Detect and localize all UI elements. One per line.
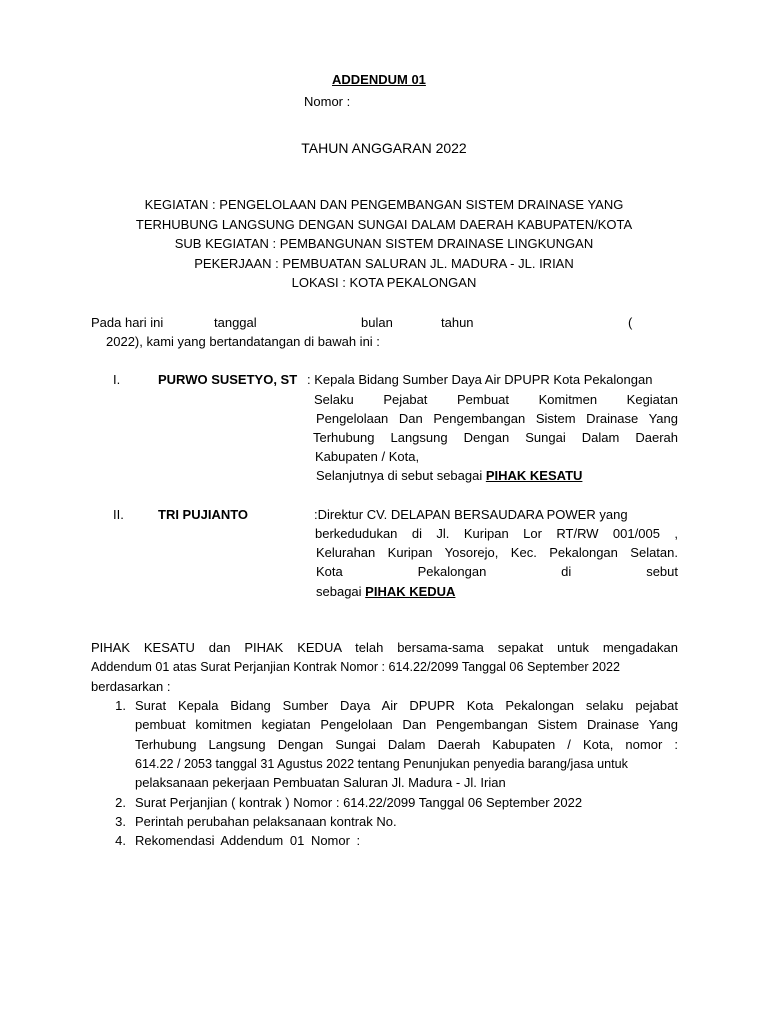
party-one-line: Terhubung Langsung Dengan Sungai Dalam Daerah bbox=[313, 430, 678, 445]
agreement-line: Addendum 01 atas Surat Perjanjian Kontrak Nomor : 614.22/2099 Tanggal 06 September 2022 bbox=[91, 660, 621, 674]
agreement-line: PIHAK KESATU dan PIHAK KEDUA telah bersama-sama sepakat untuk mengadakan bbox=[91, 640, 678, 655]
opening-word: Pada hari ini bbox=[91, 315, 164, 330]
activity-line-1: KEGIATAN : PENGELOLAAN DAN PENGEMBANGAN SISTEM DRAINASE YANG bbox=[144, 197, 624, 212]
list-item: pelaksanaan pekerjaan Pembuatan Saluran Jl. Madura - Jl. Irian bbox=[135, 775, 506, 790]
pihak-kesatu-label: PIHAK KESATU bbox=[485, 468, 583, 483]
list-item: pembuat komitmen kegiatan Pengelolaan Dan Pengembangan Sistem Drainase Yang bbox=[135, 717, 678, 732]
party-two-number: II. bbox=[113, 507, 124, 522]
location-line: LOKASI : KOTA PEKALONGAN bbox=[291, 275, 477, 290]
opening-word: tahun bbox=[441, 315, 474, 330]
list-number: 3. bbox=[115, 814, 126, 829]
document-title: ADDENDUM 01 bbox=[332, 72, 426, 87]
list-item: Surat Kepala Bidang Sumber Daya Air DPUPR Kota Pekalongan selaku pejabat bbox=[135, 698, 678, 713]
sub-activity-line: SUB KEGIATAN : PEMBANGUNAN SISTEM DRAINASE LINGKUNGAN bbox=[174, 236, 594, 251]
opening-word: ( bbox=[628, 315, 633, 330]
list-item: Perintah perubahan pelaksanaan kontrak No. bbox=[135, 814, 397, 829]
nomor-label: Nomor : bbox=[304, 94, 351, 109]
activity-line-2: TERHUBUNG LANGSUNG DENGAN SUNGAI DALAM DAERAH KABUPATEN/KOTA bbox=[135, 217, 633, 232]
party-one-line: Kabupaten / Kota, bbox=[315, 449, 420, 464]
party-one-number: I. bbox=[113, 372, 121, 387]
opening-word: bulan bbox=[361, 315, 393, 330]
party-two-designation: sebagai PIHAK KEDUA bbox=[316, 584, 456, 599]
party-two-name: TRI PUJIANTO bbox=[158, 507, 249, 522]
party-one-line: Selaku Pejabat Pembuat Komitmen Kegiatan bbox=[314, 392, 678, 407]
party-one-name: PURWO SUSETYO, ST bbox=[158, 372, 298, 387]
party-one-line: Pengelolaan Dan Pengembangan Sistem Drainase Yang bbox=[316, 411, 678, 426]
opening-line-2: 2022), kami yang bertandatangan di bawah ini : bbox=[106, 334, 380, 349]
work-line: PEKERJAAN : PEMBUATAN SALURAN JL. MADURA - JL. IRIAN bbox=[194, 256, 574, 271]
list-number: 4. bbox=[115, 833, 126, 848]
party-one-designation: Selanjutnya di sebut sebagai PIHAK KESATU bbox=[316, 468, 583, 483]
party-two-line: Kota Pekalongan di sebut bbox=[316, 564, 678, 579]
list-item: 614.22 / 2053 tanggal 31 Agustus 2022 tentang Penunjukan penyedia barang/jasa untuk bbox=[135, 757, 628, 771]
party-two-line: :Direktur CV. DELAPAN BERSAUDARA POWER yang bbox=[314, 507, 628, 522]
list-item: Rekomendasi Addendum 01 Nomor : bbox=[135, 833, 361, 848]
list-number: 1. bbox=[115, 698, 126, 713]
list-item: Terhubung Langsung Dengan Sungai Dalam Daerah Kabupaten / Kota, nomor : bbox=[135, 737, 678, 752]
opening-word: tanggal bbox=[214, 315, 257, 330]
party-one-line: : Kepala Bidang Sumber Daya Air DPUPR Kota Pekalongan bbox=[307, 372, 653, 387]
agreement-line: berdasarkan : bbox=[91, 679, 171, 694]
list-number: 2. bbox=[115, 795, 126, 810]
list-item: Surat Perjanjian ( kontrak ) Nomor : 614.22/2099 Tanggal 06 September 2022 bbox=[135, 795, 583, 810]
pihak-kedua-label: PIHAK KEDUA bbox=[365, 584, 456, 599]
party-two-line: Kelurahan Kuripan Yosorejo, Kec. Pekalongan Selatan. bbox=[316, 545, 678, 560]
budget-year: TAHUN ANGGARAN 2022 bbox=[301, 140, 467, 156]
party-two-line: berkedudukan di Jl. Kuripan Lor RT/RW 001/005 , bbox=[315, 526, 678, 541]
